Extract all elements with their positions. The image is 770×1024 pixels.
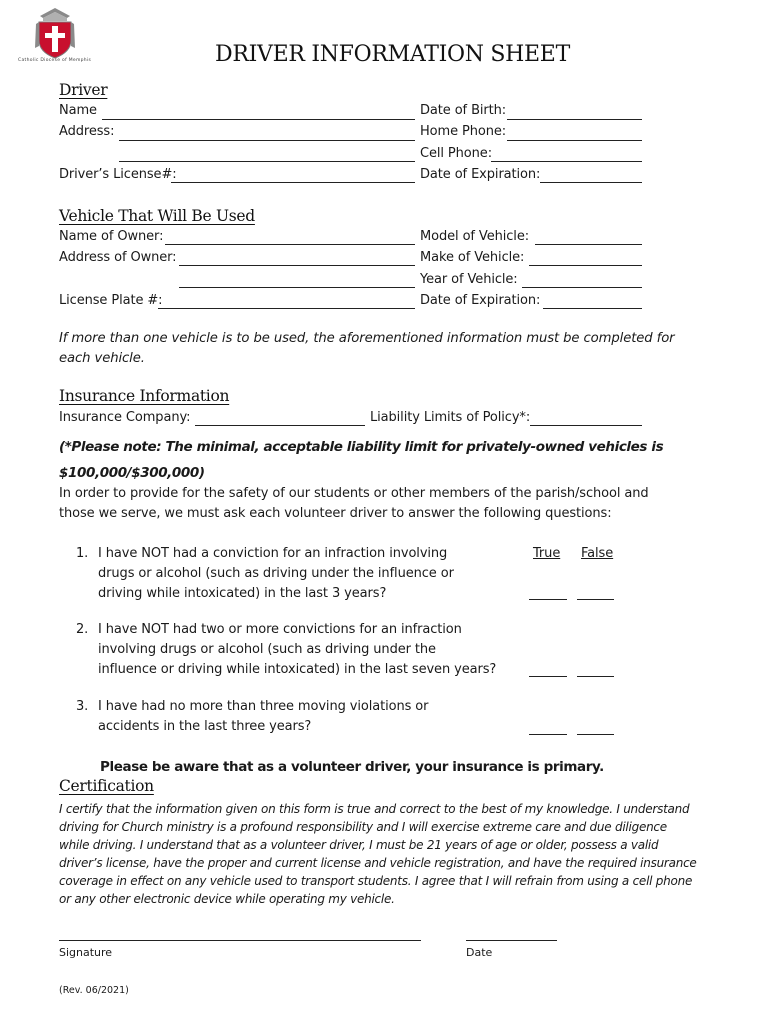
vehicle-model-label: Model of Vehicle: bbox=[420, 229, 529, 244]
address-label: Address: bbox=[59, 124, 115, 139]
question-3-line1: I have had no more than three moving violations or bbox=[98, 699, 429, 714]
date-label: Date bbox=[466, 946, 493, 959]
name-label: Name bbox=[59, 103, 97, 118]
cell-phone-label: Cell Phone: bbox=[420, 146, 492, 161]
question-2-false-blank[interactable] bbox=[577, 676, 614, 677]
vehicle-heading: Vehicle That Will Be Used bbox=[59, 207, 255, 225]
registration-expiration-field[interactable] bbox=[543, 308, 642, 309]
logo-caption: Catholic Diocese of Memphis bbox=[18, 58, 92, 63]
driver-heading: Driver bbox=[59, 81, 108, 99]
address-field-line2[interactable] bbox=[119, 161, 415, 162]
license-expiration-field[interactable] bbox=[540, 182, 642, 183]
questions-intro-line2: those we serve, we must ask each volunteer driver to answer the following questions: bbox=[59, 506, 612, 521]
signature-label: Signature bbox=[59, 946, 113, 959]
question-2-line1: I have NOT had two or more convictions for an infraction bbox=[98, 622, 462, 637]
owner-name-label: Name of Owner: bbox=[59, 229, 164, 244]
owner-address-field-line2[interactable] bbox=[179, 287, 415, 288]
question-1-line3: driving while intoxicated) in the last 3 years? bbox=[98, 586, 387, 601]
vehicle-year-field[interactable] bbox=[522, 287, 642, 288]
question-3-true-blank[interactable] bbox=[529, 734, 567, 735]
question-1-line2: drugs or alcohol (such as driving under the influence or bbox=[98, 566, 454, 581]
home-phone-label: Home Phone: bbox=[420, 124, 507, 139]
license-field[interactable] bbox=[171, 182, 415, 183]
liability-limits-field[interactable] bbox=[530, 425, 642, 426]
true-column-header: True bbox=[533, 546, 561, 561]
question-1-true-blank[interactable] bbox=[529, 599, 567, 600]
date-field[interactable] bbox=[466, 940, 557, 941]
signature-field[interactable] bbox=[59, 940, 421, 941]
certification-text: I certify that the information given on this form is true and correct to the best of my knowledge. I understand driving for Church ministry is a profound responsibility and I will exercise extreme care and due diligence while driving. I understand that as a volunteer driver, I must be 21 years of age or older, possess a valid driver’s license, have the proper and current license and vehicle registration, and have the required insurance coverage in effect on any vehicle used to transport students. I agree that I will refrain from using a cell phone or any other electronic device while operating my vehicle. bbox=[59, 802, 697, 906]
primary-insurance-notice: Please be aware that as a volunteer driver, your insurance is primary. bbox=[100, 759, 604, 775]
owner-address-field[interactable] bbox=[179, 265, 415, 266]
question-1-number: 1. bbox=[76, 546, 89, 561]
false-column-header: False bbox=[581, 546, 614, 561]
question-3-number: 3. bbox=[76, 699, 89, 714]
question-2-line3: influence or driving while intoxicated) in the last seven years? bbox=[98, 662, 497, 677]
questions-intro-line1: In order to provide for the safety of our students or other members of the parish/school and bbox=[59, 486, 649, 501]
home-phone-field[interactable] bbox=[507, 140, 642, 141]
page-title: DRIVER INFORMATION SHEET bbox=[215, 42, 570, 67]
owner-address-label: Address of Owner: bbox=[59, 250, 177, 265]
question-3-false-blank[interactable] bbox=[577, 734, 614, 735]
address-field[interactable] bbox=[119, 140, 415, 141]
vehicle-note-line2: each vehicle. bbox=[59, 351, 145, 366]
insurance-company-field[interactable] bbox=[195, 425, 365, 426]
license-label: Driver’s License#: bbox=[59, 167, 177, 182]
registration-expiration-label: Date of Expiration: bbox=[420, 293, 541, 308]
dob-field[interactable] bbox=[507, 119, 642, 120]
vehicle-make-field[interactable] bbox=[529, 265, 642, 266]
name-field[interactable] bbox=[102, 119, 415, 120]
insurance-company-label: Insurance Company: bbox=[59, 410, 191, 425]
question-2-line2: involving drugs or alcohol (such as driving under the bbox=[98, 642, 436, 657]
liability-note-line2: $100,000/$300,000) bbox=[59, 465, 205, 481]
certification-heading: Certification bbox=[59, 777, 154, 795]
vehicle-year-label: Year of Vehicle: bbox=[420, 272, 518, 287]
liability-note-line1: (*Please note: The minimal, acceptable liability limit for privately-owned vehicles is bbox=[59, 439, 664, 455]
revision-note: (Rev. 06/2021) bbox=[59, 985, 129, 996]
plate-field[interactable] bbox=[158, 308, 415, 309]
license-expiration-label: Date of Expiration: bbox=[420, 167, 541, 182]
question-3-line2: accidents in the last three years? bbox=[98, 719, 312, 734]
question-2-number: 2. bbox=[76, 622, 89, 637]
vehicle-make-label: Make of Vehicle: bbox=[420, 250, 525, 265]
liability-limits-label: Liability Limits of Policy*: bbox=[370, 410, 531, 425]
cell-phone-field[interactable] bbox=[491, 161, 642, 162]
question-1-false-blank[interactable] bbox=[577, 599, 614, 600]
owner-name-field[interactable] bbox=[165, 244, 415, 245]
question-1-line1: I have NOT had a conviction for an infraction involving bbox=[98, 546, 448, 561]
dob-label: Date of Birth: bbox=[420, 103, 507, 118]
plate-label: License Plate #: bbox=[59, 293, 163, 308]
vehicle-model-field[interactable] bbox=[535, 244, 642, 245]
vehicle-note-line1: If more than one vehicle is to be used, the aforementioned information must be completed for bbox=[59, 331, 675, 346]
question-2-true-blank[interactable] bbox=[529, 676, 567, 677]
insurance-heading: Insurance Information bbox=[59, 387, 230, 405]
